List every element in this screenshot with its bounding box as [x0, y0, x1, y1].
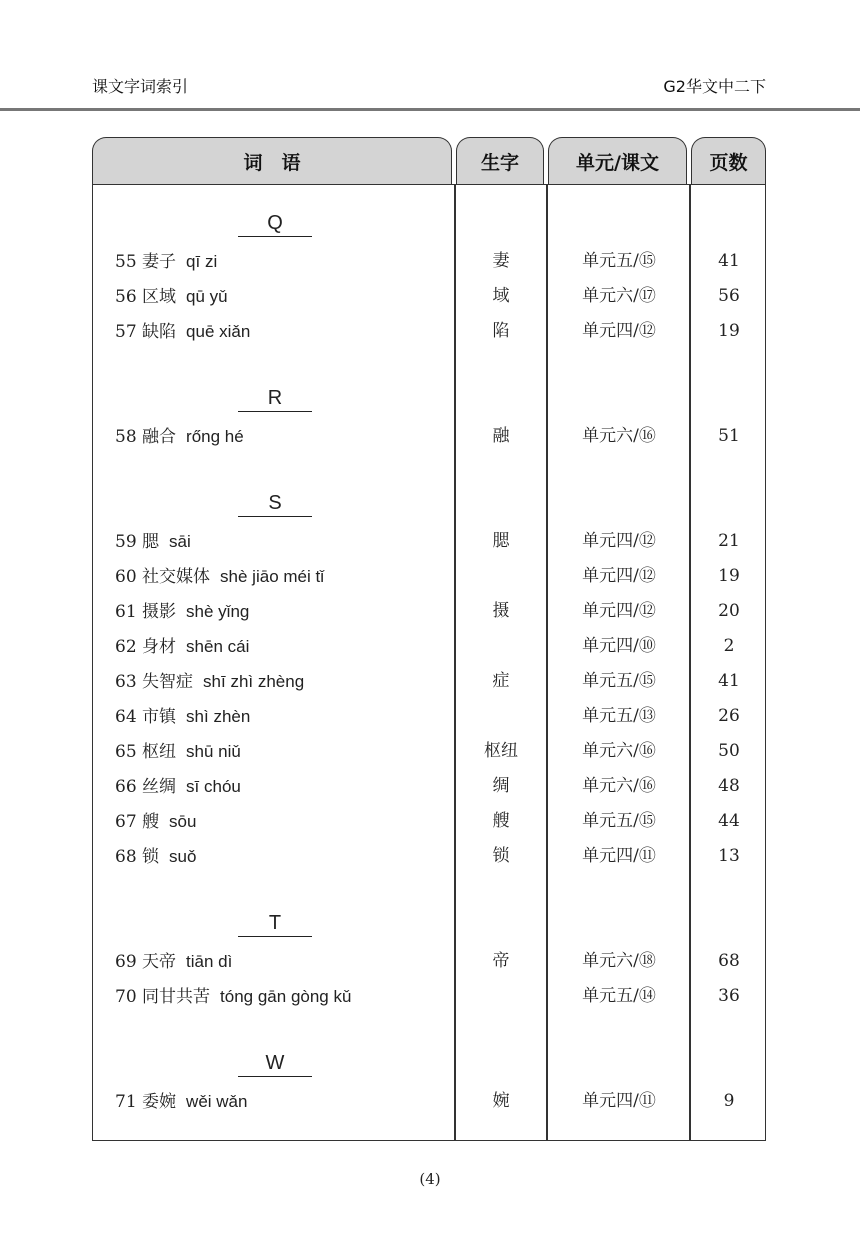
table-row — [93, 419, 765, 454]
entry-new-character: 帝 — [492, 951, 510, 971]
word-entry — [115, 594, 249, 630]
entry-pinyin: shè yǐng — [186, 602, 250, 621]
entry-word: 委婉 — [142, 1092, 177, 1112]
letter-heading — [93, 902, 765, 944]
entry-new-character: 症 — [492, 671, 510, 691]
entry-new-character: 艘 — [492, 811, 510, 831]
entry-page: 36 — [718, 986, 740, 1006]
letter-heading — [93, 377, 765, 419]
entry-page: 20 — [718, 601, 740, 621]
entry-word: 同甘共苦 — [142, 987, 211, 1007]
entry-page: 51 — [718, 426, 740, 446]
entry-pinyin: shī zhì zhèng — [203, 672, 305, 691]
entry-number: 58 — [115, 427, 137, 447]
word-entry — [115, 279, 228, 315]
header-section-title: 课文字词索引 — [92, 77, 189, 96]
entry-word: 市镇 — [142, 707, 177, 727]
header-divider — [0, 108, 860, 111]
entry-pinyin: sōu — [169, 812, 197, 831]
entry-page: 2 — [723, 636, 735, 656]
entry-number: 57 — [115, 322, 137, 342]
entry-number: 61 — [115, 602, 137, 622]
entry-number: 71 — [115, 1092, 137, 1112]
table-row — [93, 944, 765, 979]
entry-number: 60 — [115, 567, 137, 587]
letter-section — [93, 902, 765, 1014]
entry-unit-lesson: 单元四/⑩ — [582, 636, 656, 656]
table-row — [93, 559, 765, 594]
entry-unit-lesson: 单元四/⑫ — [582, 566, 656, 586]
entry-page: 41 — [718, 251, 740, 271]
entry-pinyin: shì zhèn — [186, 707, 251, 726]
entry-number: 56 — [115, 287, 137, 307]
entry-pinyin: shè jiāo méi tǐ — [220, 567, 324, 586]
word-entry — [115, 839, 196, 875]
entry-word: 锁 — [142, 847, 160, 867]
entry-number: 69 — [115, 952, 137, 972]
page-number: (4) — [419, 1170, 441, 1188]
word-entry — [115, 314, 250, 350]
word-entry — [115, 524, 191, 560]
entry-pinyin: quē xiǎn — [186, 322, 251, 341]
entry-word: 枢纽 — [142, 742, 177, 762]
table-row — [93, 629, 765, 664]
entry-pinyin: sī chóu — [186, 777, 241, 796]
entry-unit-lesson: 单元六/⑯ — [582, 776, 656, 796]
entry-pinyin: tiān dì — [186, 952, 233, 971]
letter-section — [93, 377, 765, 454]
entry-unit-lesson: 单元六/⑱ — [582, 951, 656, 971]
entry-unit-lesson: 单元四/⑫ — [582, 601, 656, 621]
entry-word: 区域 — [142, 287, 177, 307]
entry-unit-lesson: 单元四/⑫ — [582, 531, 656, 551]
entry-word: 天帝 — [142, 952, 177, 972]
table-row — [93, 664, 765, 699]
letter-heading — [93, 202, 765, 244]
word-entry — [115, 1084, 247, 1120]
entry-word: 腮 — [142, 532, 160, 552]
table-row — [93, 699, 765, 734]
entry-page: 19 — [718, 321, 740, 341]
letter-section — [93, 202, 765, 349]
table-row — [93, 279, 765, 314]
entry-page: 68 — [718, 951, 740, 971]
entry-number: 68 — [115, 847, 137, 867]
entry-pinyin: qū yǔ — [186, 287, 228, 306]
entry-word: 丝绸 — [142, 777, 177, 797]
column-header-characters: 生字 — [456, 137, 544, 185]
column-header-page: 页数 — [691, 137, 766, 185]
entry-page: 21 — [718, 531, 740, 551]
entry-page: 44 — [718, 811, 740, 831]
letter-heading-text: S — [238, 490, 312, 517]
entry-pinyin: shū niǔ — [186, 742, 241, 761]
word-entry — [115, 419, 244, 455]
table-row — [93, 314, 765, 349]
entry-new-character: 域 — [492, 286, 510, 306]
table-row — [93, 524, 765, 559]
entry-unit-lesson: 单元五/⑮ — [582, 671, 656, 691]
table-row — [93, 839, 765, 874]
letter-section — [93, 482, 765, 874]
entry-word: 身材 — [142, 637, 177, 657]
word-entry — [115, 699, 250, 735]
word-entry — [115, 804, 196, 840]
letter-heading — [93, 1042, 765, 1084]
entry-number: 62 — [115, 637, 137, 657]
entry-pinyin: qī zi — [186, 252, 218, 271]
entry-word: 社交媒体 — [142, 567, 211, 587]
letter-section — [93, 1042, 765, 1119]
entry-number: 66 — [115, 777, 137, 797]
entry-unit-lesson: 单元五/⑬ — [582, 706, 656, 726]
entry-page: 41 — [718, 671, 740, 691]
entry-pinyin: suǒ — [169, 847, 197, 866]
table-row — [93, 734, 765, 769]
entry-word: 摄影 — [142, 602, 177, 622]
entry-unit-lesson: 单元五/⑮ — [582, 251, 656, 271]
entry-page: 13 — [718, 846, 740, 866]
word-entry — [115, 979, 351, 1015]
entry-number: 59 — [115, 532, 137, 552]
entry-number: 63 — [115, 672, 137, 692]
word-entry — [115, 664, 304, 700]
entry-word: 妻子 — [142, 252, 177, 272]
entry-number: 70 — [115, 987, 137, 1007]
entry-unit-lesson: 单元五/⑮ — [582, 811, 656, 831]
entry-page: 48 — [718, 776, 740, 796]
table-row — [93, 804, 765, 839]
word-entry — [115, 769, 241, 805]
word-entry — [115, 734, 241, 770]
entry-word: 融合 — [142, 427, 177, 447]
entry-word: 缺陷 — [142, 322, 177, 342]
table-row — [93, 594, 765, 629]
word-entry — [115, 944, 232, 980]
entry-page: 19 — [718, 566, 740, 586]
entry-unit-lesson: 单元五/⑭ — [582, 986, 656, 1006]
word-entry — [115, 244, 217, 280]
entry-number: 65 — [115, 742, 137, 762]
entry-pinyin: shēn cái — [186, 637, 250, 656]
entry-page: 50 — [718, 741, 740, 761]
table-row — [93, 244, 765, 279]
entry-unit-lesson: 单元六/⑯ — [582, 741, 656, 761]
entry-unit-lesson: 单元四/⑪ — [582, 1091, 656, 1111]
column-header-unit-lesson: 单元/课文 — [548, 137, 687, 185]
entry-number: 55 — [115, 252, 137, 272]
table-row — [93, 769, 765, 804]
entry-new-character: 融 — [492, 426, 510, 446]
entry-pinyin: tóng gān gòng kǔ — [220, 987, 352, 1006]
entry-number: 64 — [115, 707, 137, 727]
entry-pinyin: wěi wǎn — [186, 1092, 248, 1111]
entry-word: 失智症 — [142, 672, 194, 692]
entry-page: 26 — [718, 706, 740, 726]
letter-heading-text: Q — [238, 210, 312, 237]
letter-heading-text: T — [238, 910, 312, 937]
word-entry — [115, 629, 249, 665]
entry-unit-lesson: 单元四/⑫ — [582, 321, 656, 341]
column-header-words: 词 语 — [92, 137, 452, 185]
entry-word: 艘 — [142, 812, 160, 832]
word-entry — [115, 559, 324, 595]
entry-new-character: 陷 — [492, 321, 510, 341]
table-row — [93, 1084, 765, 1119]
entry-new-character: 腮 — [492, 531, 510, 551]
index-table — [92, 184, 766, 1141]
entry-unit-lesson: 单元六/⑯ — [582, 426, 656, 446]
entry-new-character: 妻 — [492, 251, 510, 271]
entry-unit-lesson: 单元六/⑰ — [582, 286, 656, 306]
entry-pinyin: rőng hé — [186, 427, 244, 446]
letter-heading — [93, 482, 765, 524]
entry-page: 9 — [723, 1091, 735, 1111]
entry-number: 67 — [115, 812, 137, 832]
entry-new-character: 摄 — [492, 601, 510, 621]
entry-new-character: 绸 — [492, 776, 510, 796]
letter-heading-text: R — [238, 385, 312, 412]
entry-new-character: 枢纽 — [484, 741, 518, 761]
entry-page: 56 — [718, 286, 740, 306]
header-book-title: G2华文中二下 — [663, 77, 766, 96]
entry-new-character: 婉 — [492, 1091, 510, 1111]
letter-heading-text: W — [238, 1050, 312, 1077]
table-body — [93, 185, 765, 1119]
table-row — [93, 979, 765, 1014]
entry-unit-lesson: 单元四/⑪ — [582, 846, 656, 866]
entry-pinyin: sāi — [169, 532, 191, 551]
entry-new-character: 锁 — [492, 846, 510, 866]
